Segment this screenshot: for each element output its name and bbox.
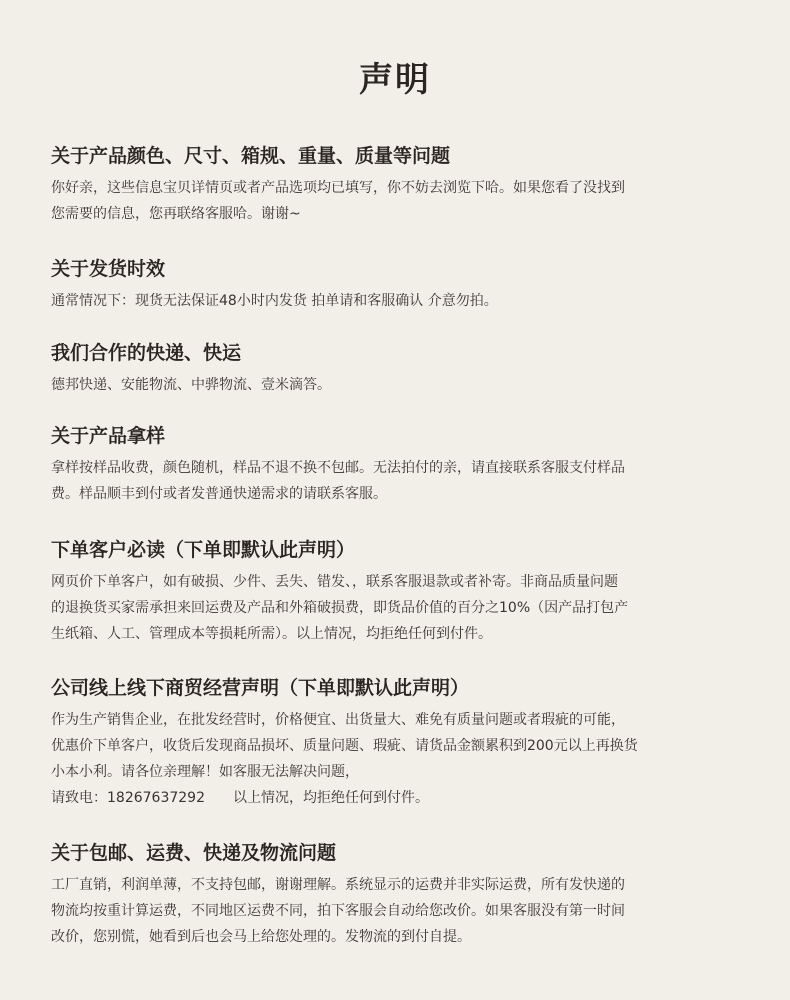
section-heading: 下单客户必读（下单即默认此声明） (51, 539, 356, 561)
section-order-notice (51, 537, 761, 647)
section-heading: 关于产品颜色、尺寸、箱规、重量、质量等问题 (51, 145, 451, 167)
section-samples (51, 423, 761, 507)
section-heading: 关于包邮、运费、快递及物流问题 (51, 842, 337, 864)
body-line: 物流均按重计算运费，不同地区运费不同，拍下客服会自动给您改价。如果客服没有第一时间 (51, 903, 625, 919)
phone-number: 18267637292 (107, 790, 205, 806)
body-line: 的退换货买家需承担来回运费及产品和外箱破损费，即货品价值的百分之10%（因产品打包产 (51, 600, 629, 616)
section-heading: 关于发货时效 (51, 258, 166, 280)
phone-label: 请致电： (51, 790, 107, 806)
section-body (51, 569, 761, 647)
body-line: 工厂直销，利润单薄，不支持包邮，谢谢理解。系统显示的运费并非实际运费，所有发快递的 (51, 877, 625, 893)
section-heading: 关于产品拿样 (51, 425, 166, 447)
body-line: 德邦快递、安能物流、中骅物流、壹米滴答。 (51, 377, 331, 393)
body-line: 网页价下单客户，如有破损、少件、丢失、错发、，联系客服退款或者补寄。非商品质量问题 (51, 574, 618, 590)
section-body (51, 455, 761, 507)
section-body (51, 175, 761, 227)
body-line: 通常情况下：现货无法保证48小时内发货 拍单请和客服确认 介意勿拍。 (51, 293, 498, 309)
section-product-specs (51, 143, 761, 227)
body-line: 作为生产销售企业，在批发经营时，价格便宜、出货量大、难免有质量问题或者瑕疵的可能， (51, 712, 625, 728)
section-heading: 公司线上线下商贸经营声明（下单即默认此声明） (51, 677, 470, 699)
phone-note: 以上情况，均拒绝任何到付件。 (232, 790, 429, 806)
page-title: 声明 (359, 60, 431, 100)
body-line: 改价，您别慌，她看到后也会马上给您处理的。发物流的到付自提。 (51, 929, 471, 945)
phone-line (51, 785, 761, 811)
section-business-statement (51, 675, 761, 811)
body-line: 费。样品顺丰到付或者发普通快递需求的请联系客服。 (51, 486, 387, 502)
section-body (51, 372, 761, 398)
body-line: 您需要的信息，您再联络客服哈。谢谢~ (51, 206, 301, 222)
section-shipping-time (51, 256, 761, 314)
section-body (51, 288, 761, 314)
section-heading: 我们合作的快递、快运 (51, 342, 242, 364)
section-body (51, 707, 761, 811)
section-body (51, 872, 761, 950)
section-shipping-fees (51, 840, 761, 950)
body-line: 你好亲，这些信息宝贝详情页或者产品选项均已填写，你不妨去浏览下哈。如果您看了没找到 (51, 180, 625, 196)
body-line: 拿样按样品收费，颜色随机，样品不退不换不包邮。无法拍付的亲，请直接联系客服支付样品 (51, 460, 625, 476)
section-couriers (51, 340, 761, 398)
body-line: 优惠价下单客户，收货后发现商品损坏、质量问题、瑕疵、请货品金额累积到200元以上再换货 (51, 738, 638, 754)
body-line: 生纸箱、人工、管理成本等损耗所需）。以上情况，均拒绝任何到付件。 (51, 626, 492, 642)
body-line: 小本小利。请各位亲理解！如客服无法解决问题， (51, 764, 359, 780)
